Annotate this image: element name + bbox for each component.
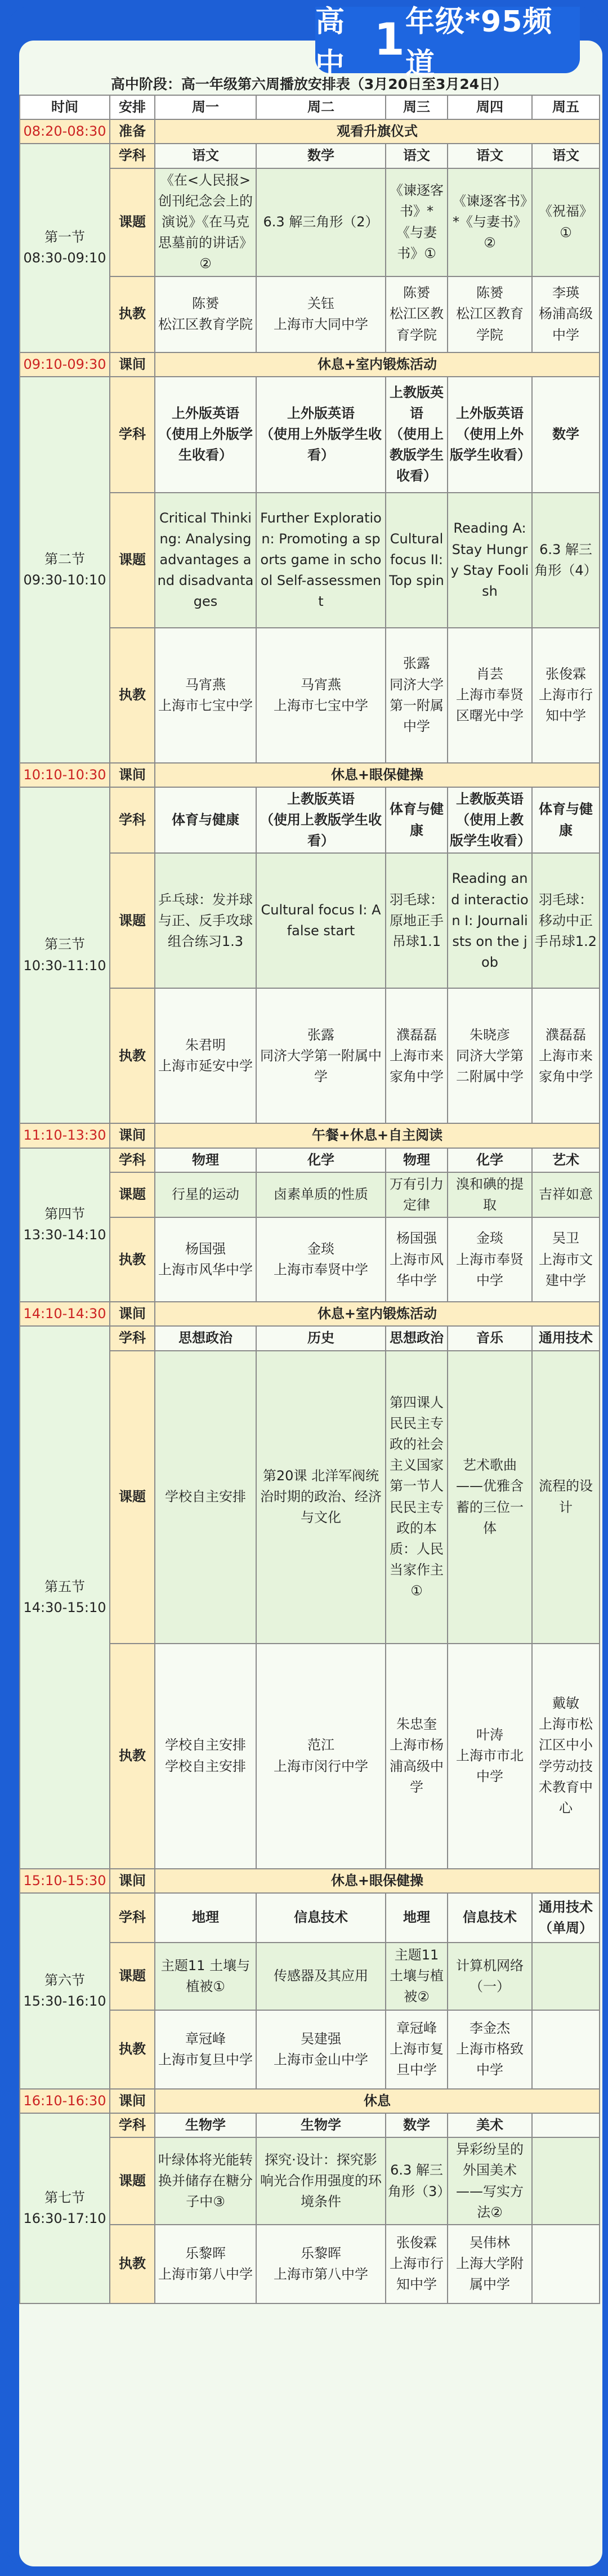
- break-row: [20, 1869, 600, 1893]
- lesson-cell: 吉祥如意: [532, 1172, 600, 1217]
- subject-cell: 物理: [386, 1148, 448, 1172]
- period-time: 13:30-14:10: [23, 1227, 106, 1243]
- teacher-cell: 叶涛 上海市市北中学: [448, 1644, 532, 1869]
- teacher-cell: 李金杰 上海市格致中学: [448, 2010, 532, 2089]
- subject-cell: 艺术: [532, 1148, 600, 1172]
- period-name: 第七节: [44, 2189, 85, 2206]
- lesson-cell: 羽毛球：移动中正手吊球1.2: [532, 853, 600, 988]
- lesson-cell: Cultural focus II: Top spin: [386, 493, 448, 628]
- subject-cell: 上教版英语 （使用上教版学生收看）: [448, 787, 532, 854]
- lesson-label: 课题: [110, 1172, 155, 1217]
- period-time: 15:30-16:10: [23, 1993, 106, 2009]
- subject-cell: 数学: [256, 144, 386, 168]
- period-name: 第六节: [44, 1972, 85, 1988]
- period-6-subject-row: [20, 1893, 600, 1943]
- teacher-label: 执教: [110, 1644, 155, 1869]
- break-label: 课间: [110, 1869, 155, 1893]
- teacher-cell: 杨国强 上海市风华中学: [386, 1217, 448, 1302]
- period-time: 10:30-11:10: [23, 957, 106, 974]
- teacher-cell: 马宵燕 上海市七宝中学: [256, 628, 386, 763]
- lesson-cell: 6.3 解三角形（4）: [532, 493, 600, 628]
- lesson-cell: 第四课人民民主专政的社会主义国家 第一节人民民主专政的本质：人民当家作主①: [386, 1351, 448, 1644]
- lesson-cell: Further Exploration: Promoting a sports game in school Self-assessment: [256, 493, 386, 628]
- teacher-cell: 张俊霖 上海市行知中学: [532, 628, 600, 763]
- subject-label: 学科: [110, 1148, 155, 1172]
- lesson-label: 课题: [110, 168, 155, 276]
- teacher-cell: 吴建强 上海市金山中学: [256, 2010, 386, 2089]
- teacher-cell: 章冠峰 上海市复旦中学: [386, 2010, 448, 2089]
- lesson-cell: 6.3 解三角形（2）: [256, 168, 386, 276]
- teacher-cell: [532, 2010, 600, 2089]
- teacher-cell: 陈赟 松江区教育学院: [448, 276, 532, 352]
- lesson-cell: 叶绿体将光能转换并储存在糖分子中③: [155, 2137, 256, 2225]
- break-time: 08:20-08:30: [20, 119, 110, 144]
- break-activity: 休息+室内锻炼活动: [155, 1302, 600, 1326]
- period-time-cell: [20, 787, 110, 1124]
- period-2-subject-row: [20, 377, 600, 493]
- teacher-label: 执教: [110, 276, 155, 352]
- period-name: 第三节: [44, 936, 85, 953]
- period-7-subject-row: [20, 2113, 600, 2137]
- subject-label: 学科: [110, 144, 155, 168]
- subject-cell: 语文: [532, 144, 600, 168]
- teacher-cell: 濮磊磊 上海市来家角中学: [386, 988, 448, 1123]
- subject-cell: 上教版英语 （使用上教版学生收看）: [256, 787, 386, 854]
- teacher-cell: 张俊霖 上海市行知中学: [386, 2225, 448, 2303]
- col-mon: 周一: [155, 95, 256, 119]
- subject-cell: 体育与健康: [386, 787, 448, 854]
- break-time: 16:10-16:30: [20, 2089, 110, 2113]
- lesson-cell: 溴和碘的提取: [448, 1172, 532, 1217]
- subject-cell: 信息技术: [256, 1893, 386, 1943]
- lesson-cell: Reading and interaction I: Journalists on the job: [448, 853, 532, 988]
- break-row: [20, 2089, 600, 2113]
- lesson-cell: 《谏逐客书》*《与妻书》①: [386, 168, 448, 276]
- teacher-cell: 朱忠奎 上海市杨浦高级中学: [386, 1644, 448, 1869]
- break-activity: 午餐+休息+自主阅读: [155, 1123, 600, 1148]
- period-time-cell: [20, 1893, 110, 2089]
- teacher-cell: 吴卫 上海市文建中学: [532, 1217, 600, 1302]
- teacher-cell: 范江 上海市闵行中学: [256, 1644, 386, 1869]
- break-activity: 休息+眼保健操: [155, 1869, 600, 1893]
- break-time: 15:10-15:30: [20, 1869, 110, 1893]
- period-time-cell: [20, 1148, 110, 1302]
- teacher-label: 执教: [110, 2010, 155, 2089]
- teacher-label: 执教: [110, 2225, 155, 2303]
- teacher-cell: 关钰 上海市大同中学: [256, 276, 386, 352]
- lesson-cell: 第20课 北洋军阀统治时期的政治、经济与文化: [256, 1351, 386, 1644]
- subject-label: 学科: [110, 1893, 155, 1943]
- subject-cell: 通用技术（单周）: [532, 1893, 600, 1943]
- teacher-cell: 金琰 上海市奉贤中学: [256, 1217, 386, 1302]
- teacher-cell: 肖芸 上海市奉贤区曙光中学: [448, 628, 532, 763]
- period-time-cell: [20, 377, 110, 763]
- lesson-cell: [532, 1943, 600, 2010]
- period-time-cell: [20, 1326, 110, 1868]
- schedule-title: 高中阶段：高一年级第六周播放安排表（3月20日至3月24日）: [110, 76, 508, 92]
- break-label: 课间: [110, 763, 155, 787]
- period-name: 第一节: [44, 229, 85, 245]
- teacher-cell: 戴敏 上海市松江区中小学劳动技术教育中心: [532, 1644, 600, 1869]
- teacher-cell: 学校自主安排 学校自主安排: [155, 1644, 256, 1869]
- subject-cell: 上外版英语 （使用上外版学生收看）: [448, 377, 532, 493]
- subject-cell: 物理: [155, 1148, 256, 1172]
- lesson-cell: 计算机网络（一）: [448, 1943, 532, 2010]
- col-arrange: 安排: [110, 95, 155, 119]
- teacher-cell: 章冠峰 上海市复旦中学: [155, 2010, 256, 2089]
- lesson-cell: 学校自主安排: [155, 1351, 256, 1644]
- period-name: 第五节: [44, 1578, 85, 1595]
- period-time-cell: [20, 2113, 110, 2303]
- teacher-cell: 陈赟 松江区教育学院: [155, 276, 256, 352]
- lesson-cell: 艺术歌曲——优雅含蓄的三位一体: [448, 1351, 532, 1644]
- teacher-cell: 金琰 上海市奉贤中学: [448, 1217, 532, 1302]
- break-activity: 观看升旗仪式: [155, 119, 600, 144]
- period-time-cell: [20, 144, 110, 352]
- subject-cell: 语文: [155, 144, 256, 168]
- lesson-cell: 探究·设计：探究影响光合作用强度的环境条件: [256, 2137, 386, 2225]
- period-name: 第四节: [44, 1206, 85, 1222]
- lesson-cell: 主题11 土壤与植被②: [386, 1943, 448, 2010]
- lesson-cell: 万有引力定律: [386, 1172, 448, 1217]
- tab-prefix: 高中: [315, 5, 346, 81]
- lesson-cell: 《在<人民报>创刊纪念会上的演说》《在马克思墓前的讲话》②: [155, 168, 256, 276]
- subject-cell: 思想政治: [155, 1326, 256, 1350]
- teacher-cell: 马宵燕 上海市七宝中学: [155, 628, 256, 763]
- subject-cell: 数学: [386, 2113, 448, 2137]
- period-4-subject-row: [20, 1148, 600, 1172]
- break-activity: 休息+眼保健操: [155, 763, 600, 787]
- subject-cell: [532, 2113, 600, 2137]
- break-activity: 休息+室内锻炼活动: [155, 352, 600, 377]
- col-tue: 周二: [256, 95, 386, 119]
- subject-cell: 历史: [256, 1326, 386, 1350]
- subject-cell: 地理: [386, 1893, 448, 1943]
- col-thu: 周四: [448, 95, 532, 119]
- subject-cell: 化学: [448, 1148, 532, 1172]
- break-row: [20, 763, 600, 787]
- period-time: 08:30-09:10: [23, 250, 106, 266]
- period-time: 09:30-10:10: [23, 572, 106, 588]
- lesson-cell: 羽毛球：原地正手吊球1.1: [386, 853, 448, 988]
- lesson-label: 课题: [110, 853, 155, 988]
- period-3-subject-row: [20, 787, 600, 854]
- break-time: 10:10-10:30: [20, 763, 110, 787]
- break-row: [20, 1123, 600, 1148]
- tab-grade-number: 1: [374, 15, 405, 65]
- lesson-label: 课题: [110, 1351, 155, 1644]
- tab-suffix: 年级*95频道: [405, 5, 553, 81]
- period-5-subject-row: [20, 1326, 600, 1350]
- col-wed: 周三: [386, 95, 448, 119]
- subject-cell: 上外版英语 （使用上外版学生收看）: [256, 377, 386, 493]
- subject-cell: 上教版英语 （使用上教版学生收看）: [386, 377, 448, 493]
- break-activity: 休息: [155, 2089, 600, 2113]
- break-row: [20, 352, 600, 377]
- subject-cell: 美术: [448, 2113, 532, 2137]
- subject-cell: 音乐: [448, 1326, 532, 1350]
- subject-label: 学科: [110, 787, 155, 854]
- subject-label: 学科: [110, 2113, 155, 2137]
- teacher-label: 执教: [110, 988, 155, 1123]
- break-label: 课间: [110, 352, 155, 377]
- subject-cell: 语文: [386, 144, 448, 168]
- break-time: 14:10-14:30: [20, 1302, 110, 1326]
- lesson-cell: Cultural focus I: A false start: [256, 853, 386, 988]
- lesson-cell: [532, 2137, 600, 2225]
- schedule-table: [19, 95, 600, 2304]
- teacher-cell: 陈赟 松江区教育学院: [386, 276, 448, 352]
- break-time: 11:10-13:30: [20, 1123, 110, 1148]
- channel-tab: [315, 5, 580, 81]
- teacher-label: 执教: [110, 1217, 155, 1302]
- period-time: 14:30-15:10: [23, 1599, 106, 1615]
- subject-cell: 生物学: [155, 2113, 256, 2137]
- lesson-cell: Critical Thinking: Analysing advantages and disadvantages: [155, 493, 256, 628]
- teacher-cell: 朱晓彦 同济大学第二附属中学: [448, 988, 532, 1123]
- period-1-subject-row: [20, 144, 600, 168]
- teacher-cell: 杨国强 上海市风华中学: [155, 1217, 256, 1302]
- subject-label: 学科: [110, 1326, 155, 1350]
- teacher-cell: 濮磊磊 上海市来家角中学: [532, 988, 600, 1123]
- teacher-cell: 张露 同济大学第一附属中学: [256, 988, 386, 1123]
- teacher-cell: 吴伟林 上海大学附属中学: [448, 2225, 532, 2303]
- subject-cell: 数学: [532, 377, 600, 493]
- lesson-cell: 行星的运动: [155, 1172, 256, 1217]
- col-fri: 周五: [532, 95, 600, 119]
- subject-cell: 化学: [256, 1148, 386, 1172]
- lesson-cell: 《谏逐客书》*《与妻书》②: [448, 168, 532, 276]
- lesson-label: 课题: [110, 2137, 155, 2225]
- teacher-cell: 张露 同济大学第一附属中学: [386, 628, 448, 763]
- subject-cell: 地理: [155, 1893, 256, 1943]
- subject-cell: 通用技术: [532, 1326, 600, 1350]
- page-frame: [7, 7, 601, 2569]
- subject-cell: 体育与健康: [155, 787, 256, 854]
- break-row: [20, 1302, 600, 1326]
- lesson-cell: 传感器及其应用: [256, 1943, 386, 2010]
- period-name: 第二节: [44, 551, 85, 567]
- teacher-cell: 乐黎晖 上海市第八中学: [256, 2225, 386, 2303]
- teacher-cell: [532, 2225, 600, 2303]
- break-label: 课间: [110, 2089, 155, 2113]
- lesson-cell: Reading A: Stay Hungry Stay Foolish: [448, 493, 532, 628]
- break-label: 准备: [110, 119, 155, 144]
- lesson-cell: 《祝福》①: [532, 168, 600, 276]
- subject-cell: 语文: [448, 144, 532, 168]
- lesson-label: 课题: [110, 1943, 155, 2010]
- subject-cell: 体育与健康: [532, 787, 600, 854]
- break-label: 课间: [110, 1302, 155, 1326]
- subject-cell: 信息技术: [448, 1893, 532, 1943]
- teacher-cell: 朱君明 上海市延安中学: [155, 988, 256, 1123]
- lesson-cell: 主题11 土壤与植被①: [155, 1943, 256, 2010]
- lesson-cell: 卤素单质的性质: [256, 1172, 386, 1217]
- col-time: 时间: [20, 95, 110, 119]
- schedule-sheet: [19, 74, 599, 2304]
- subject-cell: 生物学: [256, 2113, 386, 2137]
- subject-label: 学科: [110, 377, 155, 493]
- break-label: 课间: [110, 1123, 155, 1148]
- teacher-cell: 乐黎晖 上海市第八中学: [155, 2225, 256, 2303]
- subject-cell: 上外版英语 （使用上外版学生收看）: [155, 377, 256, 493]
- break-time: 09:10-09:30: [20, 352, 110, 377]
- subject-cell: 思想政治: [386, 1326, 448, 1350]
- lesson-label: 课题: [110, 493, 155, 628]
- period-time: 16:30-17:10: [23, 2210, 106, 2226]
- lesson-cell: 流程的设计: [532, 1351, 600, 1644]
- lesson-cell: 6.3 解三角形（3）: [386, 2137, 448, 2225]
- teacher-label: 执教: [110, 628, 155, 763]
- header-row: [20, 95, 600, 119]
- lesson-cell: 异彩纷呈的外国美术——写实方法②: [448, 2137, 532, 2225]
- lesson-cell: 乒乓球：发并球与正、反手攻球组合练习1.3: [155, 853, 256, 988]
- teacher-cell: 李瑛 杨浦高级中学: [532, 276, 600, 352]
- prep-row: [20, 119, 600, 144]
